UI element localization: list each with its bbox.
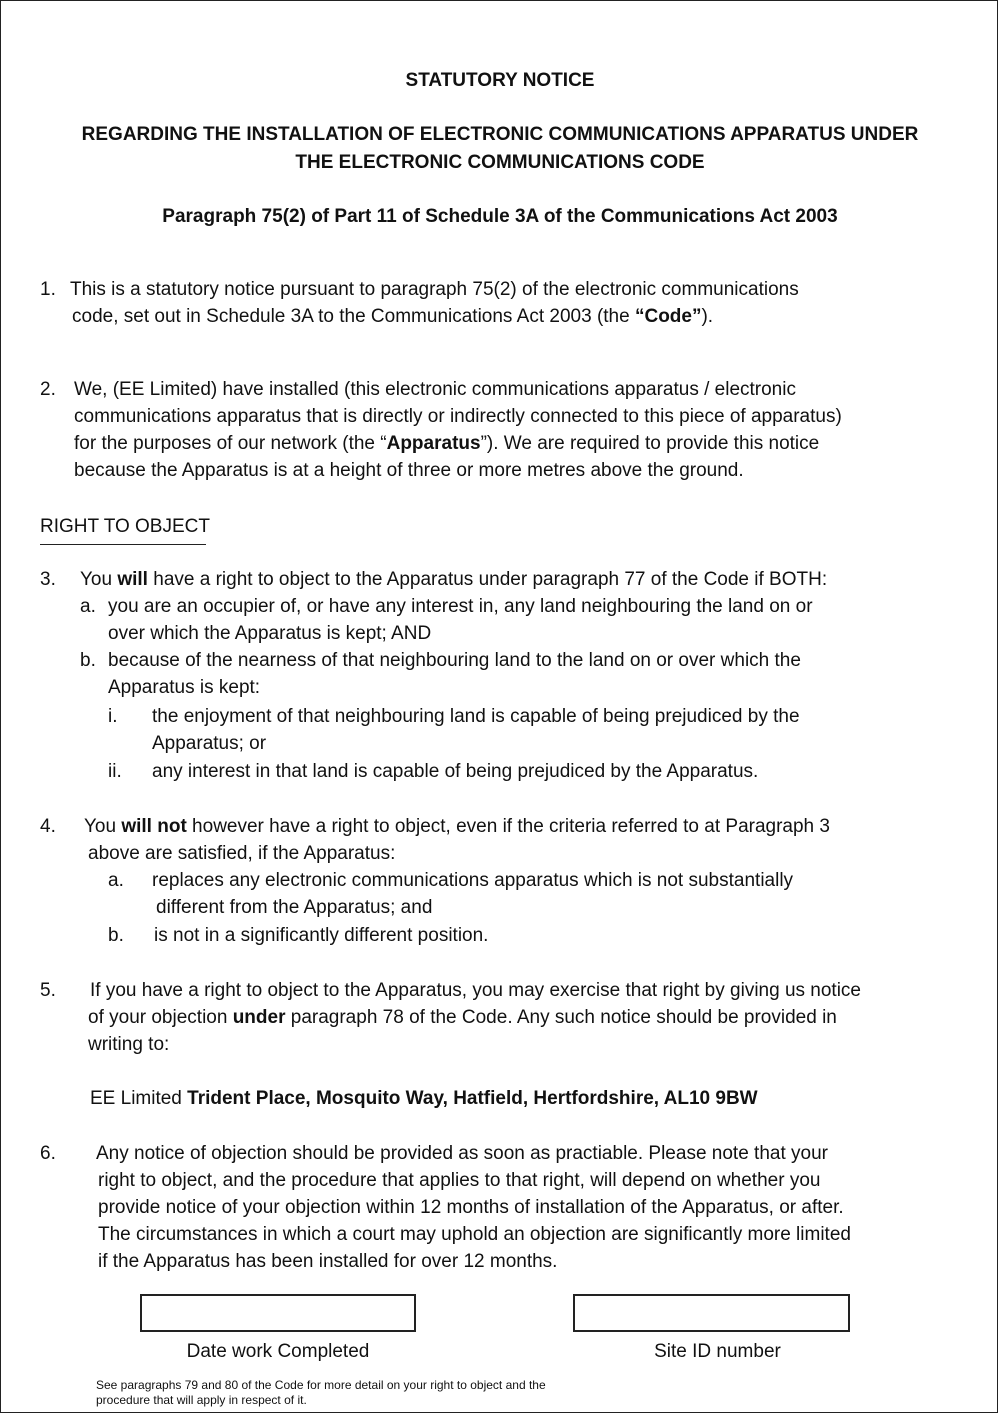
p2-line-1: We, (EE Limited) have installed (this electronic communications apparatus / electronic	[74, 379, 796, 400]
p2-number: 2.	[40, 379, 56, 400]
footnote-line-1: See paragraphs 79 and 80 of the Code for more detail on your right to object and the	[96, 1378, 546, 1392]
p3-b-label: b.	[80, 650, 96, 671]
p3-b-line-1: because of the nearness of that neighbouring land to the land on or over which the	[108, 650, 801, 671]
p4-a-label: a.	[108, 870, 124, 891]
p3-i-line-2: Apparatus; or	[152, 733, 267, 754]
p2-line-2: communications apparatus that is directly or indirectly connected to this piece of apparatus)	[74, 406, 842, 427]
p3-number: 3.	[40, 569, 56, 590]
p6-line-3: provide notice of your objection within 12 months of installation of the Apparatus, or after.	[98, 1197, 844, 1218]
p6-line-1: Any notice of objection should be provided as soon as practiable. Please note that your	[96, 1143, 828, 1164]
date-completed-field[interactable]	[140, 1294, 416, 1332]
p4-line-1: You will not however have a right to object, even if the criteria referred to at Paragraph 3	[84, 816, 830, 837]
postal-address: EE Limited Trident Place, Mosquito Way, Hatfield, Hertfordshire, AL10 9BW	[90, 1088, 758, 1109]
p6-line-2: right to object, and the procedure that applies to that right, will depend on whether you	[98, 1170, 821, 1191]
p3-b-line-2: Apparatus is kept:	[108, 677, 261, 698]
p3-a-label: a.	[80, 596, 96, 617]
site-id-label: Site ID number	[654, 1341, 781, 1362]
subtitle-line-1: REGARDING THE INSTALLATION OF ELECTRONIC COMMUNICATIONS APPARATUS UNDER	[81, 124, 919, 145]
p6-line-5: if the Apparatus has been installed for over 12 months.	[98, 1251, 558, 1272]
p6-line-4: The circumstances in which a court may uphold an objection are significantly more limited	[98, 1224, 851, 1245]
p3-line-1: You will have a right to object to the Apparatus under paragraph 77 of the Code if BOTH:	[80, 569, 828, 590]
act-reference: Paragraph 75(2) of Part 11 of Schedule 3A of the Communications Act 2003	[162, 206, 838, 227]
code-term: “Code”	[634, 306, 702, 327]
p5-number: 5.	[40, 980, 56, 1001]
p1-line-2: code, set out in Schedule 3A to the Communications Act 2003 (the “Code”).	[72, 306, 714, 327]
p1-line-1: This is a statutory notice pursuant to paragraph 75(2) of the electronic communications	[70, 279, 799, 300]
p6-number: 6.	[40, 1143, 56, 1164]
p3-a-line-2: over which the Apparatus is kept; AND	[108, 623, 432, 644]
p5-line-3: writing to:	[88, 1034, 170, 1055]
p3-i-label: i.	[108, 706, 118, 727]
apparatus-term: Apparatus	[386, 433, 481, 454]
p5-line-1: If you have a right to object to the Apparatus, you may exercise that right by giving us notice	[90, 980, 861, 1001]
p4-a-line-2: different from the Apparatus; and	[156, 897, 433, 918]
p2-line-4: because the Apparatus is at a height of three or more metres above the ground.	[74, 460, 744, 481]
p1-number: 1.	[40, 279, 56, 300]
p3-a-line-1: you are an occupier of, or have any interest in, any land neighbouring the land on or	[108, 596, 813, 617]
p3-ii-label: ii.	[108, 761, 122, 782]
p4-line-2: above are satisfied, if the Apparatus:	[88, 843, 396, 864]
p4-b-label: b.	[108, 925, 124, 946]
p4-a-line-1: replaces any electronic communications apparatus which is not substantially	[152, 870, 794, 891]
p5-line-2: of your objection under paragraph 78 of the Code. Any such notice should be provided in	[88, 1007, 837, 1028]
p3-ii-line-1: any interest in that land is capable of being prejudiced by the Apparatus.	[152, 761, 759, 782]
heading-underline	[40, 544, 206, 545]
footnote-line-2: procedure that will apply in respect of it.	[96, 1393, 307, 1407]
p4-b-line-1: is not in a significantly different position.	[154, 925, 489, 946]
subtitle-line-2: THE ELECTRONIC COMMUNICATIONS CODE	[295, 152, 705, 173]
p4-number: 4.	[40, 816, 56, 837]
section-heading: RIGHT TO OBJECT	[40, 516, 210, 537]
date-completed-label: Date work Completed	[186, 1341, 370, 1362]
p2-line-3: for the purposes of our network (the “Apparatus”). We are required to provide this notice	[74, 433, 820, 454]
p3-i-line-1: the enjoyment of that neighbouring land is capable of being prejudiced by the	[152, 706, 800, 727]
page-title: STATUTORY NOTICE	[405, 70, 595, 91]
site-id-field[interactable]	[573, 1294, 850, 1332]
